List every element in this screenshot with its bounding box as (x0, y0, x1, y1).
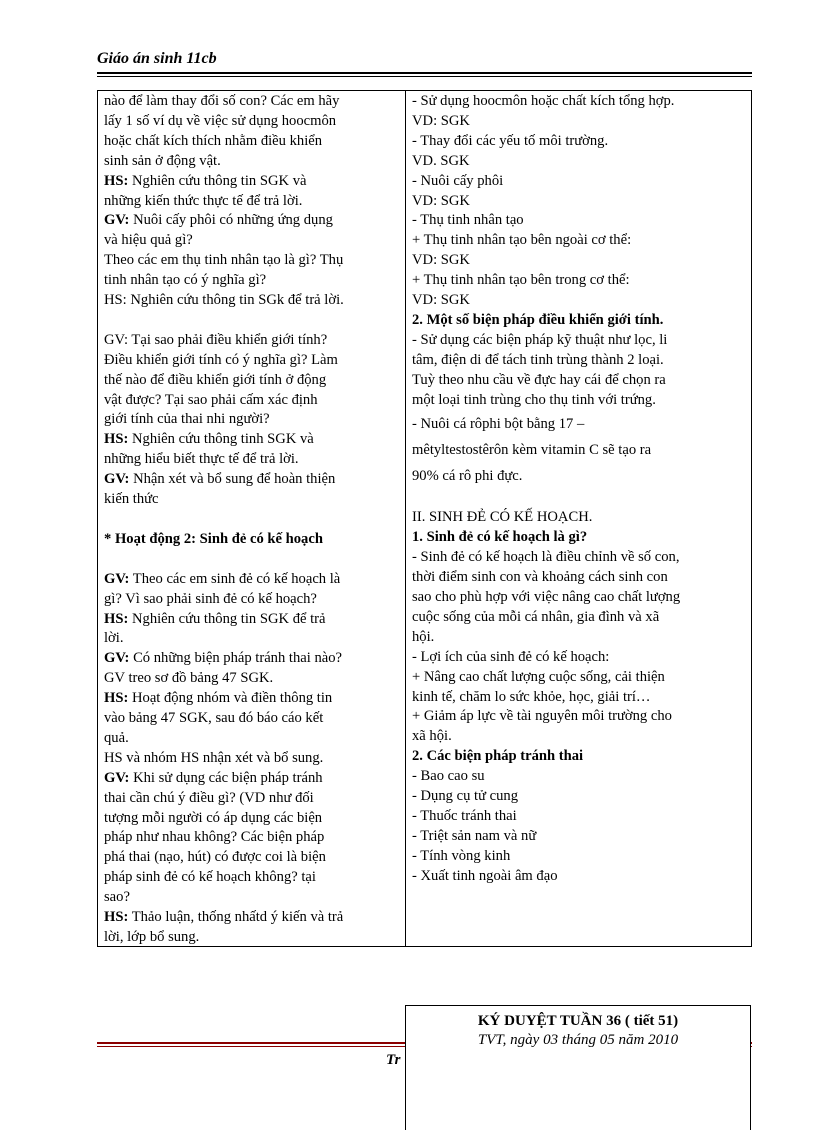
text-line: hoặc chất kích thích nhằm điều khiển (104, 132, 323, 149)
lesson-table (97, 90, 752, 947)
text-line: + Thụ tinh nhân tạo bên trong cơ thể: (412, 272, 630, 289)
line-text: Nghiên cứu thông tin SGK và (128, 172, 307, 189)
speaker-label: GV: (104, 471, 130, 488)
text-line: tâm, điện di để tách tinh trùng thành 2 loại. (412, 351, 664, 368)
text-line: 1. Sinh đẻ có kế hoạch là gì? (412, 529, 588, 546)
text-line: VD. SGK (412, 152, 470, 169)
teacher-student-activities-column (98, 91, 406, 946)
blank-line (104, 311, 401, 331)
text-line (104, 430, 401, 450)
text-line: kinh tế, chăm lo sức khỏe, học, giải trí… (412, 688, 651, 705)
speaker-label: HS: (104, 172, 129, 189)
text-line: pháp sinh đẻ có kế hoạch không? tại (104, 869, 316, 886)
text-line (104, 649, 401, 669)
line-text: Nuôi cấy phôi có những ứng dụng (129, 212, 333, 229)
header-rule (97, 72, 752, 74)
line-text: Khi sử dụng các biện pháp tránh (129, 769, 323, 786)
text-line: mêtyltestostêrôn kèm vitamin C sẽ tạo ra (412, 441, 652, 458)
footer-text: Tr (386, 1052, 401, 1068)
text-line (104, 570, 401, 590)
text-line: VD: SGK (412, 112, 470, 129)
text-line: 2. Một số biện pháp điều khiển giới tính. (412, 311, 664, 328)
text-line: - Tính vòng kinh (412, 847, 511, 864)
text-line: Theo các em thụ tinh nhân tạo là gì? Thụ (104, 252, 344, 269)
page-header-title: Giáo án sinh 11cb (97, 50, 217, 67)
text-line: vật được? Tại sao phải cấm xác định (104, 391, 318, 408)
text-line: những kiến thức thực tế để trả lời. (104, 192, 303, 209)
blank-line (412, 489, 743, 509)
text-line: - Nuôi cá rôphi bột bằng 17 – (412, 415, 585, 432)
text-line: lấy 1 số ví dụ về việc sử dụng hoocmôn (104, 112, 337, 129)
text-line (104, 172, 401, 192)
text-line: VD: SGK (412, 252, 470, 269)
line-text: Nghiên cứu thông tinh SGK và (128, 431, 314, 448)
text-line: - Dụng cụ tử cung (412, 788, 518, 805)
text-line: VD: SGK (412, 192, 470, 209)
line-text: Hoạt động nhóm và điền thông tin (128, 690, 333, 707)
text-line: gì? Vì sao phải sinh đẻ có kế hoạch? (104, 590, 317, 607)
text-line: cuộc sống của mỗi cá nhân, gia đình và xã (412, 608, 660, 625)
text-line: - Xuất tinh ngoài âm đạo (412, 867, 558, 884)
speaker-label: GV: (104, 570, 130, 587)
text-line: thời điểm sinh con và khoảng cách sinh con (412, 569, 668, 586)
text-line: * Hoạt động 2: Sinh đẻ có kế hoạch (104, 530, 323, 547)
text-line: sao cho phù hợp với việc nâng cao chất lượng (412, 589, 681, 606)
blank-line (104, 550, 401, 570)
text-line: hội. (412, 628, 435, 645)
line-text: Theo các em sinh đẻ có kế hoạch là (129, 570, 341, 587)
speaker-label: HS: (104, 909, 129, 926)
blank-line (104, 510, 401, 530)
text-line: GV: Tại sao phải điều khiển giới tính? (104, 331, 328, 348)
text-line: - Bao cao su (412, 768, 485, 785)
text-line: phá thai (nạo, hút) có được coi là biện (104, 849, 326, 866)
text-line: - Lợi ích của sinh đẻ có kế hoạch: (412, 648, 610, 665)
text-line (104, 908, 401, 928)
text-line (104, 689, 401, 709)
text-line: 90% cá rô phi đực. (412, 467, 523, 484)
text-line: lời, lớp bổ sung. (104, 929, 200, 946)
text-line: - Sinh đẻ có kế hoạch là điều chỉnh về số con, (412, 549, 680, 566)
text-line: tinh nhân tạo có ý nghĩa gì? (104, 272, 267, 289)
text-line (104, 769, 401, 789)
text-line: 2. Các biện pháp tránh thai (412, 748, 584, 765)
text-line: - Sử dụng các biện pháp kỹ thuật như lọc, li (412, 331, 668, 348)
speaker-label: GV: (104, 769, 130, 786)
line-text: Nhận xét và bổ sung để hoàn thiện (129, 471, 336, 488)
text-line: kiến thức (104, 491, 159, 508)
text-line (104, 610, 401, 630)
speaker-label: GV: (104, 650, 130, 667)
approval-box (405, 1005, 751, 1130)
speaker-label: HS: (104, 431, 129, 448)
text-line: II. SINH ĐẺ CÓ KẾ HOẠCH. (412, 509, 593, 526)
lesson-content-column (406, 91, 751, 946)
text-line: HS và nhóm HS nhận xét và bổ sung. (104, 749, 324, 766)
text-line: - Nuôi cấy phôi (412, 172, 504, 189)
line-text: Có những biện pháp tránh thai nào? (129, 650, 343, 667)
text-line: - Thay đổi các yếu tố môi trường. (412, 132, 609, 149)
text-line: VD: SGK (412, 292, 470, 309)
speaker-label: HS: (104, 610, 129, 627)
text-line: Điều khiển giới tính có ý nghĩa gì? Làm (104, 351, 338, 368)
line-text: Nghiên cứu thông tin SGK để trả (128, 610, 326, 627)
text-line: thế nào để điều khiển giới tính ở động (104, 371, 327, 388)
text-line: - Triệt sản nam và nữ (412, 827, 537, 844)
text-line: pháp như nhau không? Các biện pháp (104, 829, 325, 846)
line-text: Thảo luận, thống nhấtd ý kiến và trả (128, 909, 344, 926)
text-line: giới tính của thai nhi người? (104, 411, 270, 428)
text-line: + Thụ tinh nhân tạo bên ngoài cơ thể: (412, 232, 632, 249)
speaker-label: GV: (104, 212, 130, 229)
approval-title: KÝ DUYỆT TUẦN 36 ( tiết 51) (477, 1013, 679, 1029)
text-line: Tuỳ theo nhu cầu về đực hay cái để chọn ra (412, 371, 666, 388)
text-line: lời. (104, 630, 124, 647)
text-line: - Thuốc tránh thai (412, 807, 517, 824)
text-line: - Thụ tinh nhân tạo (412, 212, 524, 229)
text-line: và hiệu quả gì? (104, 232, 193, 249)
text-line: tượng mỗi người có áp dụng các biện (104, 809, 323, 826)
text-line (104, 470, 401, 490)
text-line: nào để làm thay đổi số con? Các em hãy (104, 93, 340, 109)
text-line: những hiểu biết thực tế để trả lời. (104, 451, 299, 468)
text-line: vào bảng 47 SGK, sau đó báo cáo kết (104, 710, 324, 727)
header-rule-thin (97, 76, 752, 77)
text-line: HS: Nghiên cứu thông tin SGk để trả lời. (104, 292, 344, 309)
text-line: quả. (104, 729, 129, 746)
text-line: xã hội. (412, 728, 452, 745)
text-line: - Sử dụng hoocmôn hoặc chất kích tổng hợp. (412, 93, 675, 109)
text-line (104, 211, 401, 231)
speaker-label: HS: (104, 690, 129, 707)
text-line: sinh sản ở động vật. (104, 152, 221, 169)
approval-date: TVT, ngày 03 tháng 05 năm 2010 (477, 1032, 679, 1048)
text-line: GV treo sơ đồ bảng 47 SGK. (104, 670, 274, 687)
text-line: + Nâng cao chất lượng cuộc sống, cải thiện (412, 668, 665, 685)
text-line: một loại tinh trùng cho thụ tinh với trứng. (412, 391, 656, 408)
text-line: + Giảm áp lực về tài nguyên môi trường cho (412, 708, 672, 725)
text-line: sao? (104, 889, 130, 906)
text-line: thai cần chú ý điều gì? (VD như đối (104, 789, 314, 806)
